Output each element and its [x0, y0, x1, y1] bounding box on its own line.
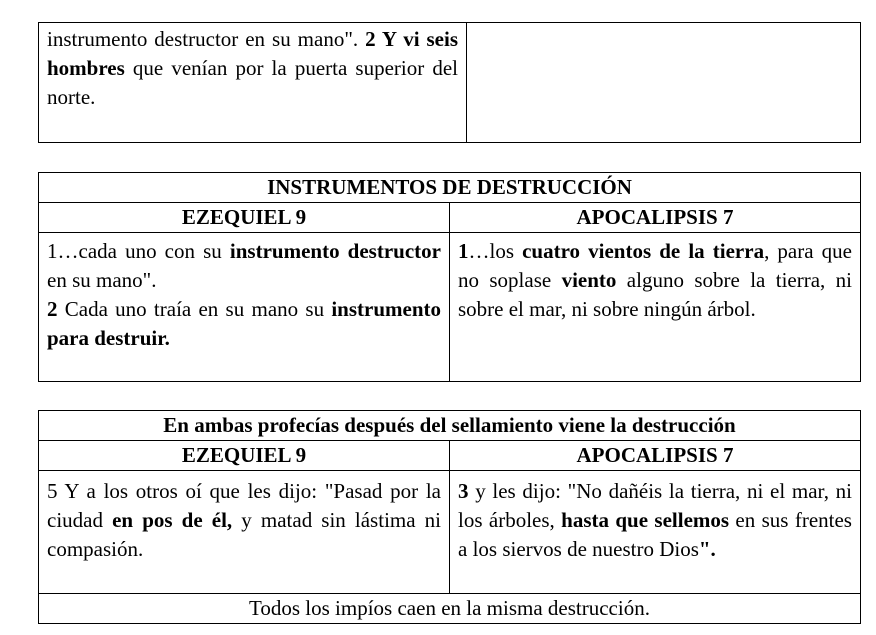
table-row [39, 23, 861, 143]
table-header-row [39, 441, 861, 471]
text-segment: que venían por la puerta superior del norte. [47, 56, 458, 109]
text-segment: instrumento destructor en su mano". [47, 27, 366, 51]
column-header-ezequiel: EZEQUIEL 9 [39, 441, 450, 471]
table-row [39, 471, 861, 594]
text-segment: …los [468, 239, 523, 263]
table-title-row [39, 411, 861, 441]
table-row [39, 233, 861, 382]
text-segment: Cada uno traía en su mano su [57, 297, 332, 321]
text-segment: alguno sobre la tierra, ni sobre el mar, ni sobre ningún árbol. [458, 268, 852, 321]
text-segment: en sus frentes a los siervos de nuestro Dios [458, 508, 852, 561]
table-title: INSTRUMENTOS DE DESTRUCCIÓN [39, 173, 861, 203]
text-segment: en su mano". [47, 268, 157, 292]
table-footer-row [39, 594, 861, 624]
table-instruments [38, 172, 861, 382]
column-header-ezequiel: EZEQUIEL 9 [39, 203, 450, 233]
bold-text-segment: hasta que sellemos [561, 508, 730, 532]
text-segment: , para que no soplase [458, 239, 852, 292]
bold-text-segment: instrumento para destruir. [47, 297, 441, 350]
text-segment: y matad sin lástima ni compasión. [47, 508, 441, 561]
table-title: En ambas profecías después del sellamiento viene la destrucción [39, 411, 861, 441]
text-segment: 1…cada uno con su [47, 239, 230, 263]
ezequiel-cell [39, 233, 450, 382]
bold-text-segment: instrumento destructor [229, 239, 441, 263]
table-title-row [39, 173, 861, 203]
bold-text-segment: 1 [458, 239, 469, 263]
text-segment: y les dijo: "No dañéis la tierra, ni el mar, ni los árboles, [458, 479, 852, 532]
bold-text-segment: 2 [47, 297, 58, 321]
bold-text-segment: cuatro vientos de la tierra [522, 239, 765, 263]
table-footer: Todos los impíos caen en la misma destrucción. [39, 594, 861, 624]
column-header-apocalipsis: APOCALIPSIS 7 [450, 203, 861, 233]
bold-text-segment: 3 [458, 479, 469, 503]
column-header-apocalipsis: APOCALIPSIS 7 [450, 441, 861, 471]
apocalipsis-cell [450, 471, 861, 594]
right-cell [467, 23, 861, 143]
apocalipsis-cell [450, 233, 861, 382]
table-continuation [38, 22, 861, 143]
bold-text-segment: en pos de él, [112, 508, 233, 532]
table-destruction [38, 410, 861, 624]
bold-text-segment: viento [561, 268, 617, 292]
left-cell [39, 23, 467, 143]
bold-text-segment: 2 Y vi seis hombres [47, 27, 458, 80]
bold-text-segment: ". [698, 537, 716, 561]
table-header-row [39, 203, 861, 233]
text-segment: 5 Y a los otros oí que les dijo: "Pasad por la ciudad [47, 479, 441, 532]
ezequiel-cell [39, 471, 450, 594]
